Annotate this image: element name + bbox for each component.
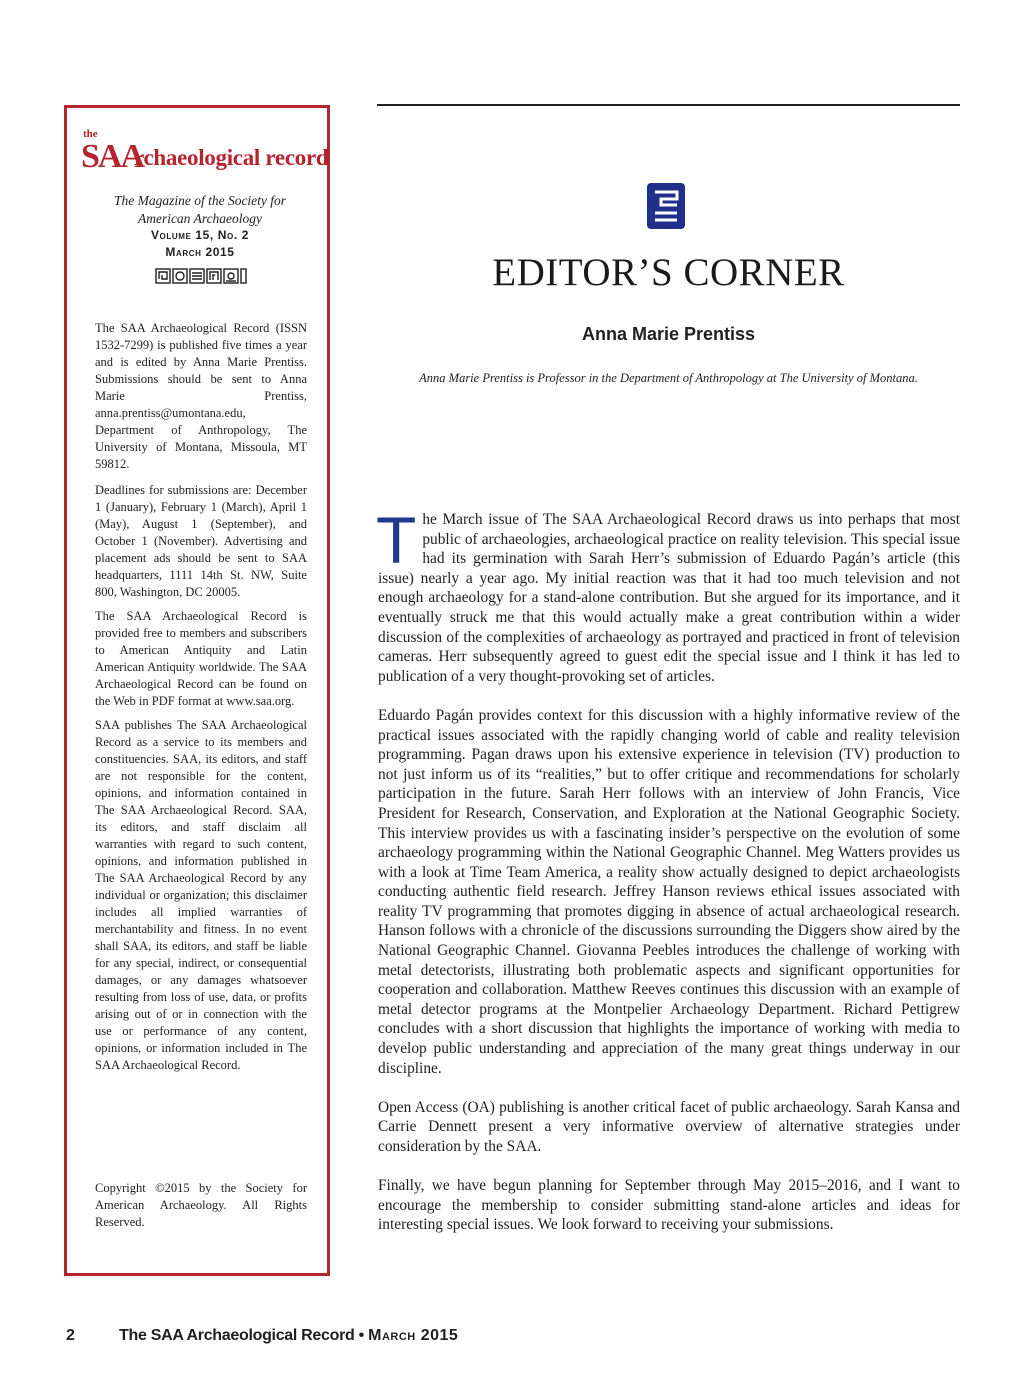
magazine-line-1: The Magazine of the Society for (113, 193, 287, 208)
volume-info: Volume 15, No. 2 (150, 228, 250, 242)
article-body (376, 503, 960, 1255)
author-affiliation: Anna Marie Prentiss is Professor in the Department of Anthropology at The University of Montana. (419, 371, 918, 385)
drop-cap: T (376, 503, 417, 577)
paragraph-4: Finally, we have begun planning for September through May 2015–2016, and I want to encourage the membership to consider submitting stand-alone articles and ideas for interesting special issues. We look forward to receiving your submissions. (378, 1177, 960, 1234)
copyright-notice: Copyright ©2015 by the Society for American Archaeology. All Rights Reserved. (95, 1181, 307, 1229)
submission-deadlines: Deadlines for submissions are: December 1 (January), February 1 (March), April 1 (May), August 1 (September), and October 1 (November). Advertising and placement ads should be sent to SAA headquarters, 1111 14th St. NW, Suite 800, Washington, DC 20005. (95, 483, 307, 599)
magazine-line-2: American Archaeology (137, 211, 263, 226)
logo-saa: SAA (81, 138, 144, 175)
glyph-ornament-icon (155, 268, 247, 284)
column-emblem-icon (647, 183, 685, 229)
article-author: Anna Marie Prentiss (581, 324, 756, 344)
paragraph-1 (376, 503, 960, 686)
disclaimer: SAA publishes The SAA Archaeological Record as a service to its members and constituencies. SAA, its editors, and staff are not responsible for the content, opinions, and information contained in The SAA Archaeological Record. SAA, its editors, and staff disclaim all warranties with regard to such content, opinions, and information published in The SAA Archaeological Record by any individual or organization; this disclaimer includes all implied warranties of merchantability and fitness. In no event shall SAA, its editors, and staff be liable for any special, indirect, or consequential damages, or any damages whatsoever resulting from loss of use, data, or profits arising out of or in connection with the use or performance of any content, opinions, or information included in The SAA Archaeological Record. (95, 718, 307, 1072)
footer-bullet: • (358, 1327, 364, 1344)
masthead-sidebar (64, 105, 330, 1276)
article-title: EDITOR’S CORNER (492, 251, 845, 294)
footer-journal (119, 1327, 458, 1345)
footer-issue: March 2015 (368, 1327, 459, 1344)
footer-journal-title: The SAA Archaeological Record (119, 1327, 355, 1344)
publication-info: The SAA Archaeological Record (ISSN 1532-7299) is published five times a year and is edited by Anna Marie Prentiss. Submissions should be sent to Anna Marie Prentiss, anna.prentiss@umontana.edu, Department of Anthropology, The University of Montana, Missoula, MT 59812. (95, 321, 307, 471)
logo-rest: rchaeological record (134, 145, 329, 170)
issue-date: March 2015 (165, 245, 235, 259)
paragraph-3: Open Access (OA) publishing is another critical facet of public archaeology. Sarah Kansa and Carrie Dennett present a very informative overview of alternative strategies under consideration by the SAA. (378, 1098, 960, 1155)
page-number: 2 (66, 1327, 75, 1344)
logo-the: the (83, 128, 98, 140)
magazine-subtitle (67, 192, 333, 228)
saa-logo (81, 128, 331, 178)
paragraph-2: Eduardo Pagán provides context for this discussion with a highly informative review of the practical issues associated with the rapidly changing world of cable and reality television programming. Pagan draws upon his extensive experience in television (TV) production to not just inform us of its “realities,” but to offer critique and recommendations for scholarly participation in the future. Sarah Herr follows with an interview of John Francis, Vice President for Research, Conservation, and Exploration at the National Geographic Society. This interview provides us with a fascinating insider’s perspective on the evolution of some archaeology programming within the National Geographic Channel. Meg Watters provides us with a look at Time Team America, a reality show actually designed to depict archaeologists conducting authentic field research. Jeffrey Hanson reviews ethical issues associated with reality TV programming that promotes digging in absence of actual archaeological research. Hanson follows with a chronicle of the discussions surrounding the Diggers show aired by the National Geographic Channel. Giovanna Peebles introduces the challenge of working with metal detectorists, illustrating both problematic aspects and significant opportunities for cooperation and collaboration. Matthew Reeves continues this discussion with an example of metal detector programs at the Montpelier Archaeology Department. Richard Pettigrew concludes with a short discussion that highlights the importance of working with media to develop public understanding and appreciation of the many great things underway in our discipline. (378, 706, 960, 1077)
header-rule (377, 104, 960, 106)
sidebar-notices (95, 482, 307, 1081)
paragraph-1-text: he March issue of The SAA Archaeological Record draws us into perhaps that most public of archaeologies, archaeological practice on reality television. This special issue had its germination with Sarah Herr’s submission of Eduardo Pagán’s article (this issue) nearly a year ago. My initial reaction was that it had too much television and not enough archaeology for a stand-alone contribution. But she argued for its importance, and it eventually struck me that this would actually make a great contribution within a wider discussion of the complexities of archaeology as portrayed and practiced in front of television cameras. Herr subsequently agreed to guest edit the special issue and I think it has led to publication of a very thought-provoking set of articles. (378, 511, 960, 685)
distribution-note: The SAA Archaeological Record is provided free to members and subscribers to American Antiquity and Latin American Antiquity worldwide. The SAA Archaeological Record can be found on the Web in PDF format at www.saa.org. (95, 609, 307, 708)
